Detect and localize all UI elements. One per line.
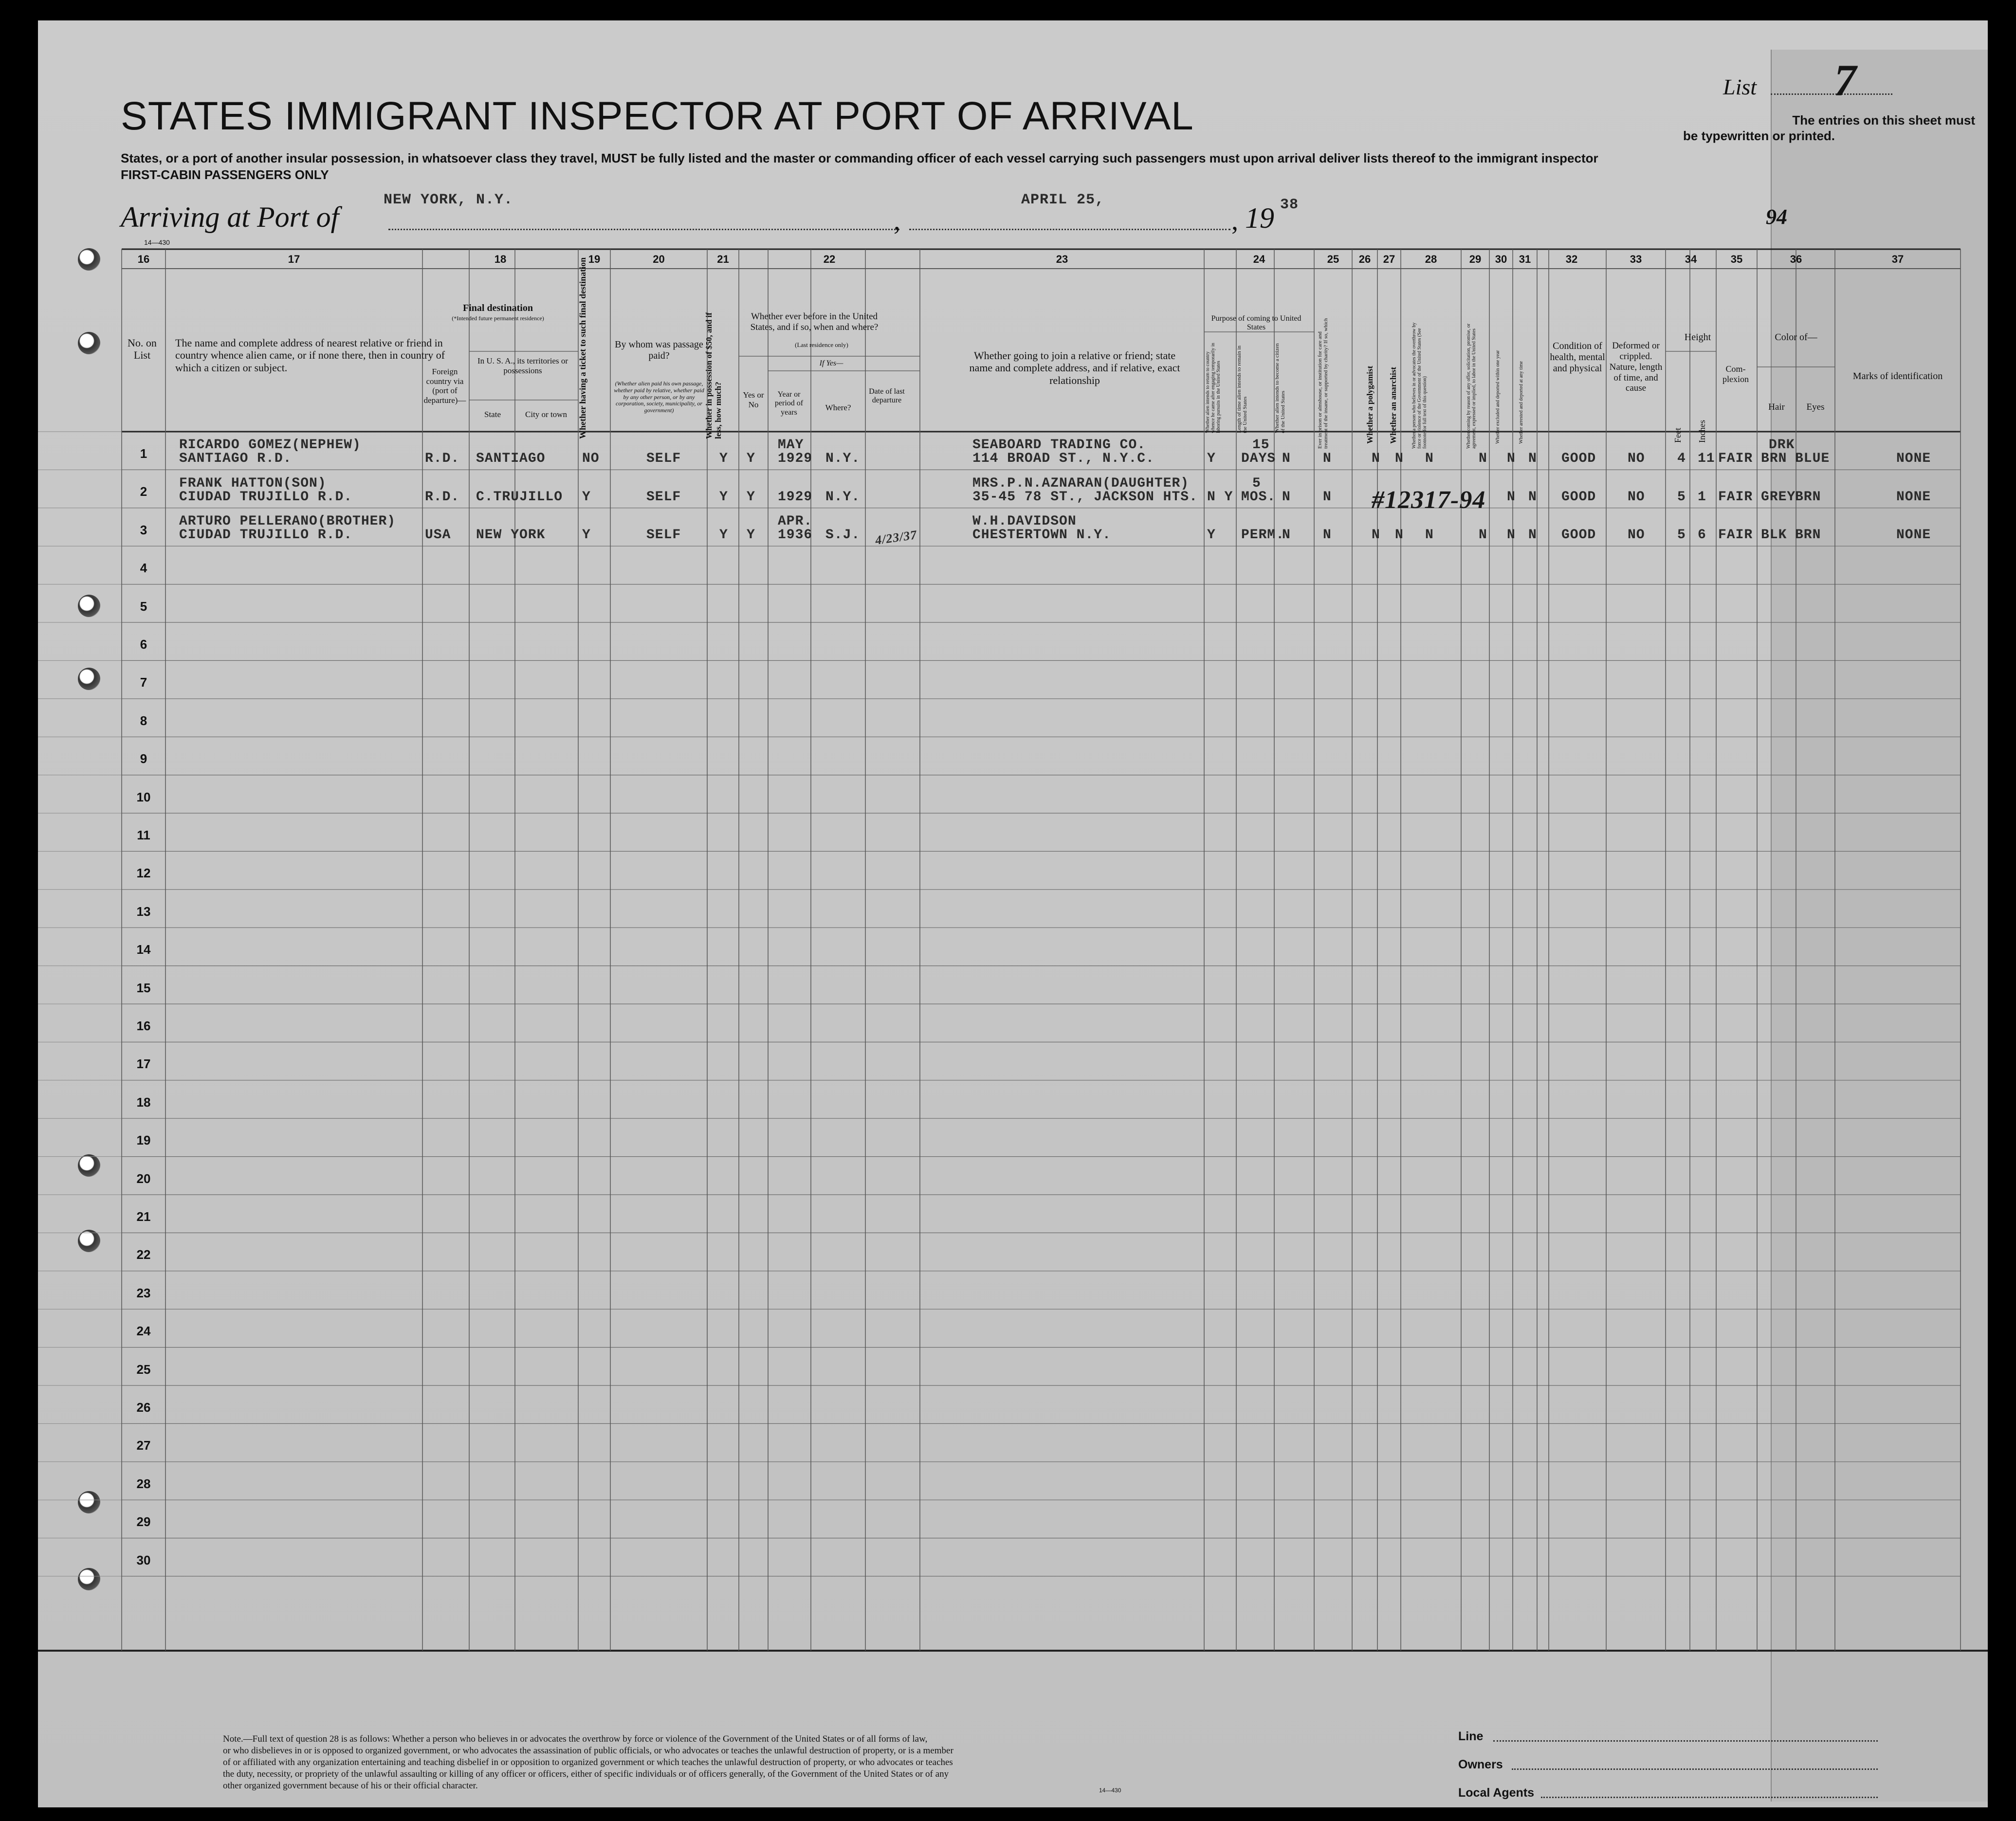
row-number: 26 [136, 1400, 151, 1415]
entry-foreign: USA [425, 528, 451, 543]
col-24-return: Whether alien intends to return to country whence he came after engaging temporarily in laboring pursuits in the United States [1205, 343, 1221, 433]
entry-date-hand: 4/23/37 [874, 528, 918, 548]
entry-excluded: N [1507, 489, 1516, 505]
col-24-citizen: Whether alien intends to become a citizen of the United States [1274, 343, 1286, 433]
entry-paid: SELF [646, 451, 681, 467]
row-number: 14 [136, 942, 151, 957]
entry-offer: N [1479, 451, 1487, 467]
entry-overthrow: N [1425, 528, 1434, 543]
row-number: 28 [136, 1476, 151, 1491]
line-label: Line [1458, 1730, 1484, 1743]
entry-polygamist: N [1372, 528, 1380, 543]
column-number: 23 [1056, 253, 1068, 265]
column-number: 17 [288, 253, 300, 265]
page-number: 94 [1766, 205, 1787, 229]
entry-relative-2: CIUDAD TRUJILLO R.D. [179, 489, 353, 505]
column-number: 35 [1730, 253, 1743, 265]
entry-marks: NONE [1896, 451, 1931, 467]
column-number: 22 [823, 253, 836, 265]
page-title: STATES IMMIGRANT INSPECTOR AT PORT OF ARRIVAL [121, 94, 1194, 138]
instructions-text: States, or a port of another insular possession, in whatsoever class they travel, MUST be fully listed and the master or commanding officer of each vessel carrying such passengers must upon arrival deliver lists thereof to the immigrant inspector [121, 151, 1598, 165]
col-37-header: Marks of identification [1852, 371, 1943, 382]
column-number: 19 [588, 253, 601, 265]
column-number: 37 [1891, 253, 1904, 265]
col-22-header: Whether ever before in the United States, and if so, when and where? [750, 311, 879, 332]
entry-where: N.Y. [825, 489, 861, 505]
year-prefix: 19 [1245, 202, 1274, 234]
table-grid [38, 20, 1988, 1807]
row-number: 21 [136, 1209, 151, 1224]
entry-before: Y [747, 528, 755, 543]
entry-marks: NONE [1896, 528, 1931, 543]
column-number: 20 [653, 253, 665, 265]
row-number: 25 [136, 1362, 151, 1377]
col-18-city: City or town [525, 410, 567, 419]
agents-field [1541, 1797, 1878, 1798]
footer-note-line: other organized government because of his or their official character. [223, 1781, 478, 1791]
owners-field [1512, 1768, 1878, 1770]
column-number: 31 [1519, 253, 1531, 265]
col-22-year: Year or period of years [774, 390, 804, 417]
entry-relative-1: FRANK HATTON(SON) [179, 475, 327, 491]
entry-ticket: NO [582, 451, 600, 467]
col-17-header: The name and complete address of nearest relative or friend in country whence alien came, or if none there, then in country of which a citizen or subject. [175, 337, 445, 374]
entry-feet: 4 [1677, 451, 1686, 467]
entry-join-1: MRS.P.N.AZNARAN(DAUGHTER) [972, 475, 1190, 491]
col-18-note: (*Intended future permanent residence) [452, 315, 544, 322]
row-number: 18 [136, 1094, 151, 1110]
col-18-state: State [484, 410, 501, 419]
entry-ticket: Y [582, 528, 591, 543]
entry-paid: SELF [646, 528, 681, 543]
row-number: 29 [136, 1514, 151, 1530]
entry-where: S.J. [825, 528, 861, 543]
entry-overthrow: N [1425, 451, 1434, 467]
row-number: 19 [136, 1133, 151, 1148]
row-number: 17 [136, 1056, 151, 1072]
col-36-eyes: Eyes [1806, 402, 1825, 412]
row-number: 11 [137, 828, 150, 842]
row-number: 30 [136, 1552, 151, 1567]
entry-hair-2: BLK [1761, 528, 1787, 543]
col-27-header: Whether an anarchist [1389, 366, 1398, 444]
entry-relative-2: CIUDAD TRUJILLO R.D. [179, 528, 353, 543]
entry-complexion: FAIR [1718, 489, 1753, 505]
comma: , [1231, 206, 1238, 236]
col-20-note: (Whether alien paid his own passage, whether paid by relative, whether paid by any other person, or by any corporation, society, municipality, or government) [614, 380, 704, 414]
footer-note-line: Note.—Full text of question 28 is as follows: Whether a person who believes in or advocates the overthrow by force or violence of the Government of the United States or of all forms of law, [223, 1734, 928, 1744]
entry-inches: 1 [1698, 489, 1706, 505]
entry-length-2: DAYS [1241, 451, 1276, 467]
entry-health: GOOD [1561, 528, 1596, 543]
entry-before: Y [747, 451, 755, 467]
manifest-sheet [38, 20, 1988, 1807]
entry-return: Y [1207, 451, 1216, 467]
entry-deported: N [1528, 528, 1537, 543]
col-23-header: Whether going to join a relative or friend; state name and complete address, and if relative, exact relationship [969, 349, 1180, 386]
col-18-usa: In U. S. A., its territories or possessions [477, 356, 568, 375]
entry-eyes: BRN [1795, 489, 1821, 505]
entry-citizen: N [1282, 451, 1291, 467]
row-number: 3 [140, 522, 147, 537]
row-number: 5 [140, 599, 147, 614]
entry-deformed: NO [1628, 489, 1645, 505]
col-24-header: Purpose of coming to United States [1211, 314, 1301, 332]
col-22-date: Date of last departure [869, 387, 905, 405]
entry-hair-1: DRK [1769, 437, 1795, 453]
col-20-header: By whom was passage paid? [615, 339, 703, 361]
column-number: 16 [137, 253, 150, 265]
entry-health: GOOD [1561, 489, 1596, 505]
col-25-header: Ever in prison or almshouse, or institution for care and treatment of the insane, or supported by charity? If so, which [1317, 318, 1329, 449]
entry-deformed: NO [1628, 528, 1645, 543]
col-32-header: Condition of health, mental and physical [1550, 341, 1605, 374]
col-19-header: Whether having a ticket to such final destination [578, 257, 587, 439]
entry-citizen: N [1282, 489, 1291, 505]
list-label: List [1723, 74, 1757, 99]
list-number: 7 [1834, 55, 1856, 105]
entry-feet: 5 [1677, 489, 1686, 505]
col-36-header: Color of— [1775, 332, 1817, 343]
column-number: 21 [717, 253, 729, 265]
column-number: 29 [1469, 253, 1482, 265]
row-number: 12 [136, 866, 151, 881]
col-22-yesno: Yes or No [743, 390, 764, 409]
row-number: 20 [136, 1171, 151, 1186]
entry-excluded: N [1507, 451, 1516, 467]
row-number: 13 [136, 904, 151, 919]
entry-relative-1: ARTURO PELLERANO(BROTHER) [179, 514, 396, 529]
col-35-header: Com-plexion [1723, 364, 1749, 384]
entry-return: N Y [1207, 489, 1233, 505]
entry-where: N.Y. [825, 451, 861, 467]
footer-form-number: 14—430 [1099, 1787, 1121, 1794]
entry-excluded: N [1507, 528, 1516, 543]
arriving-label: Arriving at Port of [121, 201, 339, 233]
entry-complexion: FAIR [1718, 528, 1753, 543]
year-suffix: 38 [1280, 197, 1299, 213]
col-21-header: Whether in possession of $50, and if less, how much? [704, 312, 723, 439]
entry-feet: 5 [1677, 528, 1686, 543]
entry-citizen: N [1282, 528, 1291, 543]
row-number: 7 [140, 675, 147, 690]
row-number: 22 [136, 1247, 151, 1262]
entry-anarchist: N [1395, 451, 1404, 467]
row-number: 10 [136, 789, 151, 804]
row-number: 16 [136, 1019, 151, 1033]
entry-year-2: 1929 [778, 489, 813, 505]
entry-paid: SELF [646, 489, 681, 505]
row-number: 4 [140, 561, 147, 576]
col-26-header: Whether a polygamist [1365, 365, 1375, 444]
entry-prison: N [1323, 528, 1332, 543]
comma: , [894, 206, 900, 236]
entry-health: GOOD [1561, 451, 1596, 467]
entry-deported: N [1528, 451, 1537, 467]
entry-city: SANTIAGO [476, 451, 546, 467]
entry-relative-2: SANTIAGO R.D. [179, 451, 292, 467]
entry-year-1: MAY [778, 437, 804, 453]
agents-label: Local Agents [1458, 1786, 1535, 1800]
entry-deported: N [1528, 489, 1537, 505]
row-number: 27 [136, 1438, 151, 1453]
col-18-header: Final destination [463, 303, 533, 313]
entry-foreign: R.D. [425, 489, 460, 505]
column-number: 32 [1565, 253, 1578, 265]
row-number: 8 [140, 713, 147, 728]
entry-complexion: FAIR [1718, 451, 1753, 467]
class-note: FIRST-CABIN PASSENGERS ONLY [121, 167, 329, 182]
row-number: 15 [136, 980, 151, 995]
entry-offer: N [1479, 528, 1487, 543]
col-22-ifyes: If Yes— [819, 359, 843, 367]
entry-deformed: NO [1628, 451, 1645, 467]
column-number: 36 [1790, 253, 1802, 265]
row-number: 23 [136, 1285, 151, 1300]
entry-prison: N [1323, 489, 1332, 505]
col-34-feet: Feet [1673, 428, 1683, 443]
entry-length-1: 15 [1252, 437, 1270, 453]
footer-note-line: or who disbelieves in or is opposed to organized government, or who advocates the assassination of public officials, or who advocates or teaches the unlawful destruction of property, or is a member [223, 1746, 953, 1756]
col-22-where: Where? [825, 403, 851, 412]
typewritten-note-1: The entries on this sheet must [1792, 113, 1975, 127]
col-33-header: Deformed or crippled. Nature, length of time, and cause [1609, 341, 1663, 394]
col-30-header: Whether excluded and deported within one year [1495, 350, 1501, 444]
typewritten-note-2: be typewritten or printed. [1683, 128, 1835, 143]
entry-eyes: BRN [1795, 528, 1821, 543]
line-field [1493, 1740, 1878, 1742]
col-22-note: (Last residence only) [795, 341, 848, 348]
entry-inches: 11 [1698, 451, 1715, 467]
entry-handwritten: #12317-94 [1372, 486, 1486, 514]
entry-polygamist: N [1372, 451, 1380, 467]
entry-length-2: PERM. [1241, 528, 1285, 543]
entry-join-2: 114 BROAD ST., N.Y.C. [972, 451, 1155, 467]
entry-inches: 6 [1698, 528, 1706, 543]
column-number: 28 [1425, 253, 1437, 265]
entry-year-1: APR. [778, 514, 813, 529]
row-number: 2 [140, 484, 147, 499]
column-number: 24 [1253, 253, 1265, 265]
row-number: 6 [140, 637, 147, 652]
column-number: 30 [1495, 253, 1507, 265]
col-28-header: Whether a person who believes in or advocates the overthrow by force or violence of the Government of the United States (See footnote for full text of this question) [1411, 322, 1428, 449]
entry-join-1: SEABOARD TRADING CO. [972, 437, 1146, 453]
col-36-hair: Hair [1768, 402, 1785, 412]
column-number: 33 [1630, 253, 1642, 265]
column-number: 34 [1685, 253, 1697, 265]
footer-note-line: the duty, necessity, or propriety of the unlawful assaulting or killing of any officer or officers, either of specific individuals or of officers generally, of the Government of the United States or of any [223, 1769, 949, 1779]
entry-city: NEW YORK [476, 528, 546, 543]
entry-join-2: 35-45 78 ST., JACKSON HTS. [972, 489, 1198, 505]
entry-anarchist: N [1395, 528, 1404, 543]
row-number: 1 [140, 446, 147, 461]
col-34-header: Height [1684, 332, 1711, 343]
entry-fifty: Y [719, 489, 728, 505]
date-value: APRIL 25, [1021, 192, 1105, 208]
entry-fifty: Y [719, 451, 728, 467]
entry-city: C.TRUJILLO [476, 489, 563, 505]
row-number: 24 [136, 1324, 151, 1339]
entry-join-2: CHESTERTOWN N.Y. [972, 528, 1111, 543]
entry-eyes: BLUE [1795, 451, 1830, 467]
entry-ticket: Y [582, 489, 591, 505]
entry-marks: NONE [1896, 489, 1931, 505]
col-34-inches: Inches [1697, 420, 1707, 443]
entry-length-1: 5 [1252, 475, 1261, 491]
entry-join-1: W.H.DAVIDSON [972, 514, 1077, 529]
entry-foreign: R.D. [425, 451, 460, 467]
entry-return: Y [1207, 528, 1216, 543]
column-number: 25 [1327, 253, 1339, 265]
column-number: 26 [1358, 253, 1371, 265]
owners-label: Owners [1458, 1758, 1503, 1771]
col-29-header: Whether coming by reason of any offer, solicitation, promise, or agreement, expressed or implied, to labor in the United States [1466, 323, 1477, 449]
col-24-length: Length of time alien intends to remain in the United States [1236, 346, 1248, 433]
col-31-header: Whether arrested and deported at any time [1519, 361, 1524, 444]
column-number: 27 [1383, 253, 1395, 265]
entry-hair-2: GREY [1761, 489, 1796, 505]
col-18-foreign: Foreign country via (port of departure)— [423, 367, 466, 405]
col-16-header: No. on List [128, 337, 157, 362]
form-number: 14—430 [144, 238, 170, 246]
footer-note [223, 1733, 1586, 1792]
column-number: 18 [494, 253, 507, 265]
entry-year-2: 1929 [778, 451, 813, 467]
entry-relative-1: RICARDO GOMEZ(NEPHEW) [179, 437, 361, 453]
entry-fifty: Y [719, 528, 728, 543]
entry-prison: N [1323, 451, 1332, 467]
footer-note-line: of or affiliated with any organization entertaining and teaching disbelief in or opposition to organized government or which teaches the unlawful destruction of property, or who advocates or teaches [223, 1757, 953, 1767]
row-number: 9 [140, 751, 147, 766]
entry-hair-2: BRN [1761, 451, 1787, 467]
entry-length-2: MOS. [1241, 489, 1276, 505]
port-value: NEW YORK, N.Y. [384, 192, 513, 208]
entry-year-2: 1936 [778, 528, 813, 543]
entry-before: Y [747, 489, 755, 505]
